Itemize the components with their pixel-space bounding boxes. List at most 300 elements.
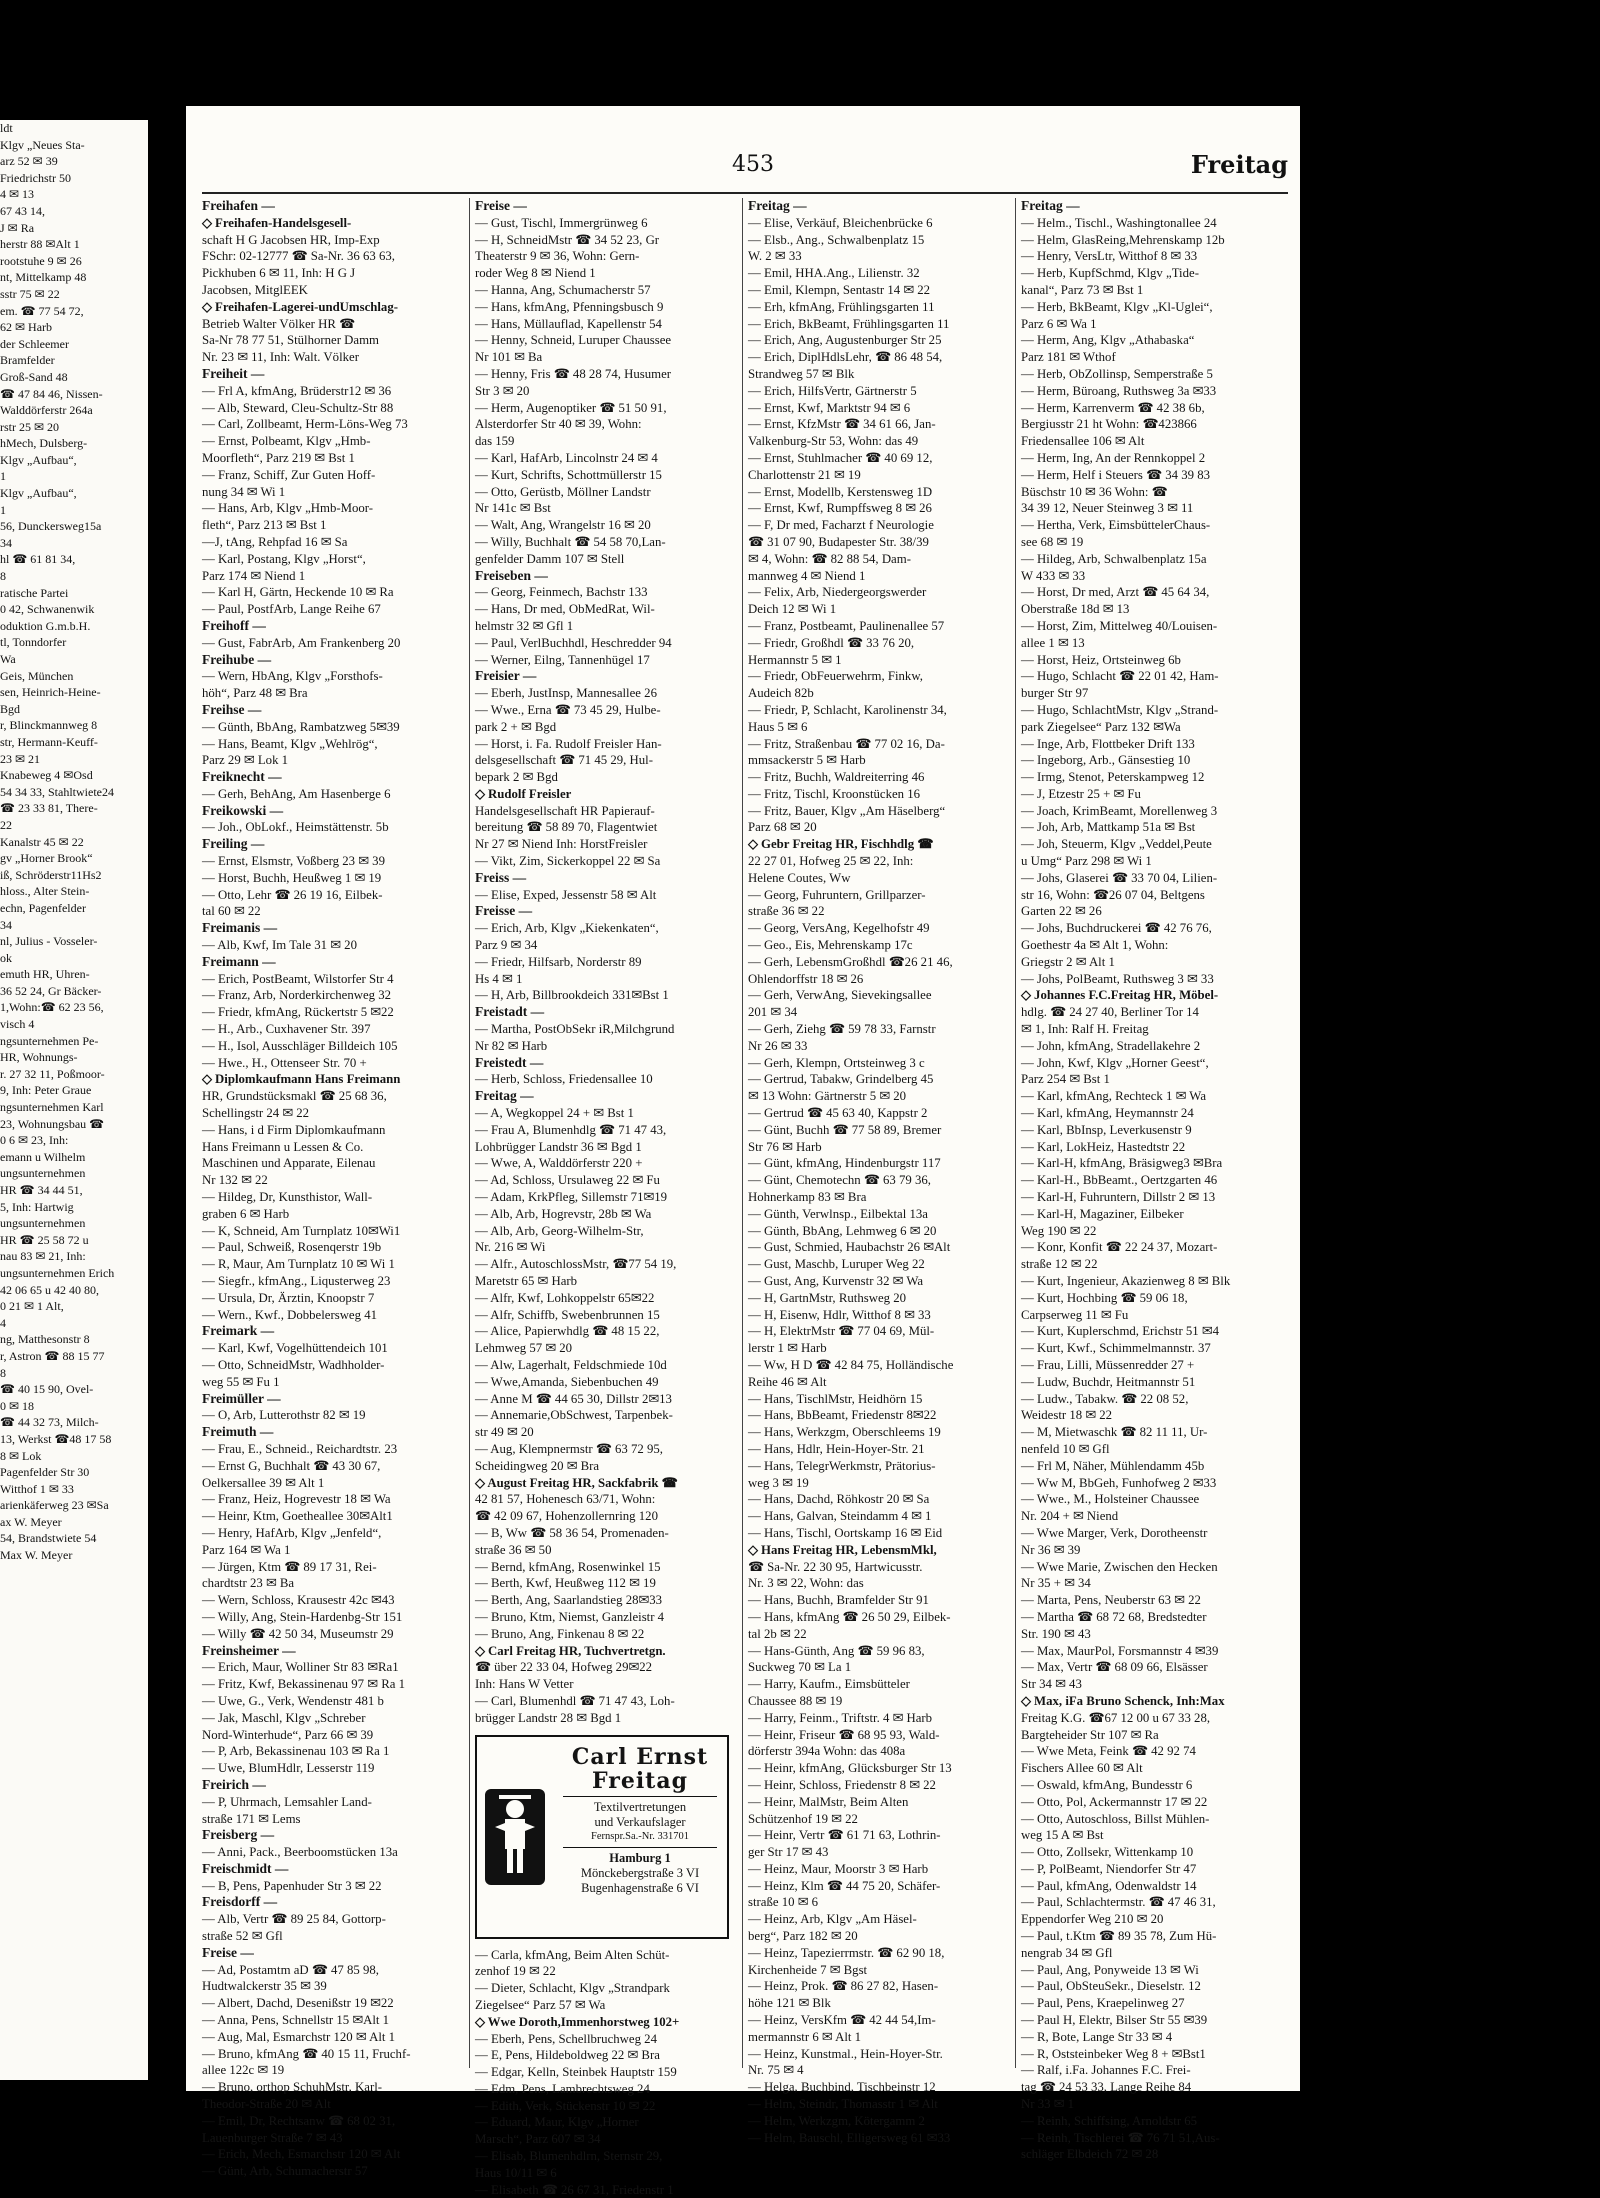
directory-entry-line: Friedensallee 106 ✉ Alt: [1021, 434, 1145, 449]
directory-entry-line: — Ww, H D ☎ 42 84 75, Holländische: [748, 1357, 954, 1372]
directory-entry-line: Freinsheimer —: [202, 1642, 296, 1658]
directory-entry-line: Freihafen —: [202, 198, 275, 213]
directory-entry-line: — Paul, VerlBuchhdl, Heschredder 94: [475, 635, 672, 650]
directory-entry-line: — Dieter, Schlacht, Klgv „Strandpark: [475, 1981, 670, 1996]
directory-entry-line: — Ww M, BbGeh, Funhofweg 2 ✉33: [1021, 1475, 1217, 1490]
directory-entry-line: — Hanna, Ang, Schumacherstr 57: [475, 282, 651, 297]
directory-entry-line: weg 3 ✉ 19: [748, 1475, 809, 1490]
directory-entry-line: — Hans, kfmAng, Pfenningsbusch 9: [475, 299, 664, 314]
ad-divider: [563, 1796, 717, 1797]
directory-entry-line: — Emil, Dr, Rechtsanw ☎ 68 02 31,: [202, 2113, 396, 2128]
directory-entry-line: roder Weg 8 ✉ Niend 1: [475, 266, 596, 281]
directory-entry-line: burger Str 97: [1021, 686, 1089, 701]
directory-entry-line: mermannstr 6 ✉ Alt 1: [748, 2029, 862, 2044]
directory-entry-line: Str. 190 ✉ 43: [1021, 1626, 1091, 1641]
directory-entry-line: — Anna, Pens, Schnellstr 15 ✉Alt 1: [202, 2013, 390, 2028]
directory-entry-line: — Alb, Arb, Hogrevstr, 28b ✉ Wa: [475, 1206, 652, 1221]
directory-entry-line: — Ludw., Tabakw. ☎ 22 08 52,: [1021, 1391, 1189, 1406]
directory-entry-line: — Heinr, Schloss, Friedenstr 8 ✉ 22: [748, 1777, 936, 1792]
directory-entry-line: — Herm, Augenoptiker ☎ 51 50 91,: [475, 400, 667, 415]
directory-entry-line: — Fritz, Kwf, Bekassinenau 97 ✉ Ra 1: [202, 1677, 406, 1692]
directory-entry-line: 201 ✉ 34: [748, 1005, 798, 1020]
left-page-line: 54, Brandstwiete 54: [0, 1531, 97, 1546]
directory-entry-line: ☎ 42 09 67, Hohenzollernring 120: [475, 1509, 658, 1524]
directory-entry-line: Nr. 3 ✉ 22, Wohn: das: [748, 1576, 864, 1591]
directory-entry-line: — Hans, Werkzgm, Oberschleems 19: [748, 1425, 941, 1440]
ad-logo: [477, 1737, 553, 1937]
directory-entry-line: Carpserweg 11 ✉ Fu: [1021, 1307, 1129, 1322]
directory-entry-line: — Otto, Gerüstb, Möllner Landstr: [475, 484, 651, 499]
directory-entry-line: — R, Oststeinbeker Weg 8 + ✉Bst1: [1021, 2046, 1206, 2061]
directory-entry-line: brügger Landstr 28 ✉ Bgd 1: [475, 1710, 622, 1725]
directory-entry-line: — Harry, Feinm., Triftstr. 4 ✉ Harb: [748, 1710, 933, 1725]
directory-entry-line: — Alb, Kwf, Im Tale 31 ✉ 20: [202, 938, 357, 953]
directory-entry-line: — Erich, DiplHdlsLehr, ☎ 86 48 54,: [748, 350, 943, 365]
directory-entry-line: — Frl A, kfmAng, Brüderstr12 ✉ 36: [202, 383, 392, 398]
directory-entry-line: — Horst, Dr med, Arzt ☎ 45 64 34,: [1021, 585, 1210, 600]
directory-entry-line: — Herm, Helf i Steuers ☎ 34 39 83: [1021, 467, 1211, 482]
left-page-line: Friedrichstr 50: [0, 170, 71, 185]
directory-entry-line: — Otto, Lehr ☎ 26 19 16, Eilbek-: [202, 887, 383, 902]
directory-entry-line: — A, Wegkoppel 24 + ✉ Bst 1: [475, 1106, 634, 1121]
directory-entry-line: — Franz, Arb, Norderkirchenweg 32: [202, 988, 392, 1003]
directory-entry-line: — P, PolBeamt, Niendorfer Str 47: [1021, 1861, 1197, 1876]
left-page-line: J ✉ Ra: [0, 220, 35, 235]
left-page-line: 4 ✉ 13: [0, 187, 35, 202]
directory-entry-line: — R, Maur, Am Turnplatz 10 ✉ Wi 1: [202, 1257, 395, 1272]
directory-entry-line: Freisier —: [475, 668, 537, 684]
directory-entry-line: Bergiusstr 21 ht Wohn: ☎423866: [1021, 417, 1197, 432]
directory-entry-line: mmsackerstr 5 ✉ Harb: [748, 753, 866, 768]
directory-entry-line: — Georg, VersAng, Kegelhofstr 49: [748, 921, 930, 936]
directory-entry-line: bereitung ☎ 58 89 70, Flagentwiet: [475, 820, 658, 835]
directory-entry-line: tag ☎ 24 53 33, Lange Reihe 84: [1021, 2080, 1192, 2095]
directory-entry-line: — Karl-H., BbBeamt., Oertzgarten 46: [1021, 1173, 1218, 1188]
directory-entry-line: — Otto, Autoschloss, Billst Mühlen-: [1021, 1811, 1210, 1826]
left-page-line: Witthof 1 ✉ 33: [0, 1481, 74, 1496]
directory-entry-line: — Helm, Werkzgm, Kötergamm 2: [748, 2113, 925, 2128]
directory-entry-line: — Heinz, Kunstmal., Hein-Hoyer-Str.: [748, 2046, 943, 2061]
directory-entry-line: weg 15 A ✉ Bst: [1021, 1828, 1104, 1843]
directory-entry-line: — Irmg, Stenot, Peterskampweg 12: [1021, 770, 1205, 785]
directory-entry-line: — Wwe., Erna ☎ 73 45 29, Hulbe-: [475, 702, 661, 717]
directory-entry-line: Deich 12 ✉ Wi 1: [748, 602, 837, 617]
directory-entry-line: Freihoff —: [202, 617, 266, 633]
directory-entry-line: — John, Kwf, Klgv „Horner Geest“,: [1021, 1055, 1209, 1070]
directory-entry-line: Freisberg —: [202, 1827, 275, 1843]
directory-entry-line: — Georg, Feinmech, Bachstr 133: [475, 585, 648, 600]
directory-entry-line: Str 76 ✉ Harb: [748, 1139, 822, 1154]
running-head: Freitag: [1190, 150, 1288, 179]
left-page-line: emann u Wilhelm: [0, 1149, 86, 1164]
directory-entry-line: ◇ Freihafen-Lagerei-undUmschlag-: [202, 299, 398, 314]
directory-entry-line: Freimanis —: [202, 920, 278, 936]
directory-entry-line: — H, Arb, Billbrookdeich 331✉Bst 1: [475, 988, 669, 1003]
directory-entry-line: — Heinr, Vertr ☎ 61 71 63, Lothrin-: [748, 1828, 941, 1843]
directory-entry-line: — Friedr, ObFeuerwehrm, Finkw,: [748, 669, 923, 684]
directory-entry-line: Nr. 23 ✉ 11, Inh: Walt. Völker: [202, 350, 359, 365]
directory-entry-line: — Henny, Schneid, Luruper Chaussee: [475, 333, 672, 348]
directory-entry-line: Oberstraße 18d ✉ 13: [1021, 602, 1130, 617]
directory-entry-line: straße 36 ✉ 22: [748, 904, 825, 919]
directory-entry-line: — Herb, BkBeamt, Klgv „Kl-Uglei“,: [1021, 299, 1213, 314]
directory-entry-line: — Willy ☎ 42 50 34, Museumstr 29: [202, 1626, 394, 1641]
directory-entry-line: — Joh, Steuerm, Klgv „Veddel,Peute: [1021, 837, 1212, 852]
directory-entry-line: — Karl, HafArb, Lincolnstr 24 ✉ 4: [475, 450, 658, 465]
directory-entry-line: — Erich, Maur, Wolliner Str 83 ✉Ra1: [202, 1660, 399, 1675]
directory-entry-line: Betrieb Walter Völker HR ☎: [202, 316, 356, 331]
directory-entry-line: — Henry, VersLtr, Witthof 8 ✉ 33: [1021, 249, 1198, 264]
left-page-line: 23, Wohnungsbau ☎: [0, 1116, 105, 1131]
directory-entry-line: ✉ 4, Wohn: ☎ 82 88 54, Dam-: [748, 551, 911, 566]
left-page-line: Max W. Meyer: [0, 1548, 73, 1563]
directory-entry-line: — Franz, Heiz, Hogrevestr 18 ✉ Wa: [202, 1492, 391, 1507]
directory-entry-line: ◇ Gebr Freitag HR, Fischhdlg ☎: [748, 837, 934, 852]
directory-entry-line: — Wwe, A, Walddörferstr 220 +: [475, 1156, 643, 1171]
directory-entry-line: — Johs, Glaserei ☎ 33 70 04, Lilien-: [1021, 870, 1218, 885]
directory-entry-line: Freisse —: [475, 903, 533, 919]
directory-entry-line: Parz 29 ✉ Lok 1: [202, 753, 289, 768]
left-page-line: str, Hermann-Keuff-: [0, 734, 98, 749]
mercury-figure-icon: [483, 1787, 547, 1887]
directory-entry-line: — Reinh, Schiffsing, Arnoldstr 65: [1021, 2113, 1198, 2128]
directory-entry-line: — Max, MaurPol, Forsmannstr 4 ✉39: [1021, 1643, 1219, 1658]
directory-entry-line: — Gust, FabrArb, Am Frankenberg 20: [202, 635, 401, 650]
directory-entry-line: Freise —: [202, 1944, 254, 1960]
directory-entry-line: — Wwe Meta, Feink ☎ 42 92 74: [1021, 1744, 1196, 1759]
directory-entry-line: Jacobsen, MitglEEK: [202, 282, 308, 297]
left-page-line: ldt: [0, 121, 13, 135]
directory-entry-line: genfelder Damm 107 ✉ Stell: [475, 551, 625, 566]
directory-entry-line: — Vikt, Zim, Sickerkoppel 22 ✉ Sa: [475, 854, 661, 869]
directory-entry-line: — Günth, Verwlnsp., Eilbektal 13a: [748, 1206, 928, 1221]
directory-entry-line: — H, ElektrMstr ☎ 77 04 69, Mül-: [748, 1324, 935, 1339]
directory-entry-line: — Paul, Schlachtermstr. ☎ 47 46 31,: [1021, 1895, 1216, 1910]
directory-entry-line: Weg 190 ✉ 22: [1021, 1223, 1097, 1238]
directory-entry-line: ◇ Rudolf Freisler: [475, 786, 572, 801]
directory-entry-line: — Gust, Ang, Kurvenstr 32 ✉ Wa: [748, 1274, 924, 1288]
directory-entry-line: Freihse —: [202, 701, 262, 717]
directory-entry-line: Hermannstr 5 ✉ 1: [748, 652, 842, 667]
directory-entry-line: fleth“, Parz 213 ✉ Bst 1: [202, 518, 327, 533]
directory-entry-line: — Horst, i. Fa. Rudolf Freisler Han-: [475, 736, 662, 751]
directory-entry-line: das 159: [475, 434, 515, 449]
directory-entry-line: — Emil, HHA.Ang., Lilienstr. 32: [748, 266, 920, 281]
directory-entry-line: — Herm, Büroang, Ruthsweg 3a ✉33: [1021, 383, 1217, 398]
left-page-line: HR, Wohnungs-: [0, 1050, 78, 1065]
directory-entry-line: Str 34 ✉ 43: [1021, 1677, 1082, 1692]
directory-entry-line: straße 36 ✉ 50: [475, 1542, 552, 1557]
directory-entry-line: see 68 ✉ 19: [1021, 534, 1084, 549]
directory-entry-line: — Walt, Ang, Wrangelstr 16 ✉ 20: [475, 518, 651, 533]
directory-entry-line: ✉ 13 Wohn: Gärtnerstr 5 ✉ 20: [748, 1089, 907, 1104]
left-page-line: 8: [0, 1365, 6, 1380]
directory-entry-line: ☎ über 22 33 04, Hofweg 29✉22: [475, 1660, 653, 1675]
directory-entry-line: — Elisabeth ☎ 26 67 31, Friedenstr 1: [475, 2182, 674, 2197]
directory-entry-line: — Hildeg, Dr, Kunsthistor, Wall-: [202, 1190, 373, 1205]
directory-entry-line: — Herm, Karrenverm ☎ 42 38 6b,: [1021, 400, 1205, 415]
directory-entry-line: Freise —: [475, 198, 527, 213]
ad-phone: Fernspr.Sa.-Nr. 331701: [591, 1830, 689, 1842]
directory-entry-line: Freiseben —: [475, 567, 548, 583]
directory-entry-line: — Frau, E., Schneid., Reichardtstr. 23: [202, 1441, 398, 1456]
directory-entry-line: — Hans, Galvan, Steindamm 4 ✉ 1: [748, 1509, 932, 1524]
directory-entry-line: Kirchenheide 7 ✉ Bgst: [748, 1962, 868, 1977]
directory-entry-line: — Erich, BkBeamt, Frühlingsgarten 11: [748, 316, 950, 331]
directory-entry-line: Suckweg 70 ✉ La 1: [748, 1660, 852, 1675]
left-page-line: echn, Pagenfelder: [0, 900, 86, 915]
directory-entry-line: Haus 10/11 ✉ 6: [475, 2165, 557, 2180]
directory-entry-line: — Frau, Lilli, Müssenredder 27 +: [1021, 1357, 1195, 1372]
left-page-line: Klgv „Aufbau“,: [0, 486, 77, 501]
directory-entry-line: chardtstr 23 ✉ Ba: [202, 1576, 295, 1591]
left-page-line: Bgd: [0, 701, 21, 716]
left-page: [0, 120, 148, 2080]
directory-entry-line: park Ziegelsee“ Parz 132 ✉Wa: [1021, 719, 1181, 734]
directory-entry-line: — Anne M ☎ 44 65 30, Dillstr 2✉13: [475, 1391, 672, 1406]
directory-entry-line: — Felix, Arb, Niedergeorgswerder: [748, 585, 927, 600]
directory-entry-line: Charlottenstr 21 ✉ 19: [748, 467, 861, 482]
directory-entry-line: Moorfleth“, Parz 219 ✉ Bst 1: [202, 450, 355, 465]
directory-entry-line: — Bruno, Ang, Finkenau 8 ✉ 22: [475, 1626, 645, 1641]
directory-entry-line: allee 1 ✉ 13: [1021, 635, 1085, 650]
page-header: [186, 152, 1300, 188]
left-page-line: ungsunternehmen: [0, 1166, 86, 1181]
directory-entry-line: ◇ Max, iFa Bruno Schenck, Inh:Max: [1021, 1693, 1225, 1708]
left-page-line: hMech, Dulsberg-: [0, 436, 88, 451]
directory-entry-line: Parz 6 ✉ Wa 1: [1021, 316, 1097, 331]
directory-entry-line: u Umg“ Parz 298 ✉ Wi 1: [1021, 854, 1152, 869]
left-page-line: herstr 88 ✉Alt 1: [0, 237, 80, 252]
directory-entry-line: — Paul, Schweiß, Rosenqerstr 19b: [202, 1240, 382, 1255]
left-page-line: 23 ✉ 21: [0, 751, 41, 766]
directory-entry-line: Audeich 82b: [748, 686, 814, 701]
directory-entry-line: ◇ Johannes F.C.Freitag HR, Möbel-: [1021, 988, 1219, 1003]
directory-entry-line: — Joh., ObLokf., Heimstättenstr. 5b: [202, 820, 389, 835]
left-page-line: ratische Partei: [0, 585, 69, 600]
left-page-line: hloss., Alter Stein-: [0, 884, 90, 899]
directory-entry-line: dörferstr 394a Wohn: das 408a: [748, 1744, 906, 1759]
directory-entry-line: — Gerh, BehAng, Am Hasenberge 6: [202, 786, 391, 801]
directory-entry-line: — Bruno, orthop SchuhMstr, Karl-: [202, 2080, 383, 2095]
directory-entry-line: — Aug, Klempnermstr ☎ 63 72 95,: [475, 1441, 663, 1456]
left-page-line: rstr 25 ✉ 20: [0, 419, 60, 434]
directory-entry-line: — Karl-H, Magaziner, Eilbeker: [1021, 1206, 1184, 1221]
directory-entry-line: Fischers Allee 60 ✉ Alt: [1021, 1761, 1143, 1776]
directory-entry-line: Freihube —: [202, 651, 272, 667]
directory-entry-line: — Eberh, JustInsp, Mannesallee 26: [475, 686, 657, 701]
directory-entry-line: Freischmidt —: [202, 1860, 289, 1876]
directory-entry-line: Reihe 46 ✉ Alt: [748, 1374, 827, 1389]
directory-entry-line: Nr 82 ✉ Harb: [475, 1038, 548, 1053]
left-page-line: gv „Horner Brook“: [0, 851, 93, 866]
directory-entry-line: — Alfr, Kwf, Lohkoppelstr 65✉22: [475, 1290, 655, 1305]
directory-entry-line: — J, Etzestr 25 + ✉ Fu: [1021, 786, 1141, 801]
left-page-line: arz 52 ✉ 39: [0, 154, 58, 169]
directory-entry-line: graben 6 ✉ Harb: [202, 1206, 290, 1221]
directory-entry-line: — Gust, Maschb, Luruper Weg 22: [748, 1257, 925, 1272]
directory-entry-line: — Gust, Tischl, Immergrünweg 6: [475, 215, 648, 230]
left-page-line: Pagenfelder Str 30: [0, 1465, 90, 1480]
ad-line: und Verkaufslager: [594, 1814, 686, 1829]
directory-entry-line: — Adam, KrkPfleg, Sillemstr 71✉19: [475, 1190, 668, 1205]
directory-entry-line: — Wwe,Amanda, Siebenbuchen 49: [475, 1374, 659, 1389]
directory-entry-line: — Hans, Tischl, Oortskamp 16 ✉ Eid: [748, 1525, 943, 1540]
directory-entry-line: Garten 22 ✉ 26: [1021, 904, 1102, 919]
directory-entry-line: Nr 132 ✉ 22: [202, 1173, 268, 1188]
directory-entry-line: Freitag —: [475, 1088, 534, 1104]
directory-entry-line: — Hans, Müllauflad, Kapellenstr 54: [475, 316, 662, 331]
directory-entry-line: — Heinr, Ktm, Goetheallee 30✉Alt1: [202, 1509, 393, 1524]
directory-entry-line: Bargteheider Str 107 ✉ Ra: [1021, 1727, 1159, 1742]
directory-entry-line: Parz 181 ✉ Wthof: [1021, 350, 1116, 365]
directory-entry-line: nung 34 ✉ Wi 1: [202, 484, 286, 499]
directory-entry-line: — Helga, Buchbind, Tischbeinstr 12: [748, 2080, 936, 2095]
directory-entry-line: — Ingeborg, Arb., Gänsestieg 10: [1021, 753, 1191, 768]
directory-entry-line: — Karl, kfmAng, Rechteck 1 ✉ Wa: [1021, 1089, 1207, 1104]
directory-page: [186, 106, 1300, 2197]
directory-entry-line: — Otto, SchneidMstr, Wadhholder-: [202, 1357, 385, 1372]
directory-entry-line: — Günt, Chemotechn ☎ 63 79 36,: [748, 1173, 931, 1188]
directory-entry-line: — Hans, Arb, Klgv „Hmb-Moor-: [202, 501, 374, 516]
directory-entry-line: hdlg. ☎ 24 27 40, Berliner Tor 14: [1021, 1005, 1199, 1020]
directory-entry-line: — Eberh, Pens, Schellbruchweg 24: [475, 2031, 657, 2046]
directory-entry-line: Freitag —: [748, 198, 807, 213]
directory-entry-line: — Karl, Kwf, Vogelhüttendeich 101: [202, 1341, 388, 1356]
directory-entry-line: — E, Pens, Hildeboldweg 22 ✉ Bra: [475, 2048, 660, 2063]
directory-entry-line: Freimark —: [202, 1323, 275, 1339]
directory-entry-line: — Carl, Blumenhdl ☎ 71 47 43, Loh-: [475, 1693, 675, 1708]
directory-entry-line: — Paul, Pens, Kraepelinweg 27: [1021, 1996, 1185, 2011]
directory-entry-line: — Ernst, Elsmstr, Voßberg 23 ✉ 39: [202, 854, 385, 869]
directory-entry-line: — Eduard, Maur, Klgv „Horner: [475, 2115, 639, 2130]
directory-entry-line: — Carl, Zollbeamt, Herm-Löns-Weg 73: [202, 417, 408, 432]
directory-entry-line: — Paul, Ang, Ponyweide 13 ✉ Wi: [1021, 1962, 1199, 1977]
directory-entry-line: Weidestr 18 ✉ 22: [1021, 1408, 1113, 1423]
directory-entry-line: Theodor-Straße 20 ✉ Alt: [202, 2097, 331, 2112]
directory-entry-line: Schützenhof 19 ✉ 22: [748, 1811, 858, 1826]
directory-entry-line: schläger Elbdeich 72 ✉ 28: [1021, 2147, 1159, 2162]
directory-entry-line: ◇ Freihafen-Handelsgesell-: [202, 215, 352, 230]
directory-entry-line: — Heinz, Maur, Moorstr 3 ✉ Harb: [748, 1861, 929, 1876]
directory-entry-line: Ziegelsee“ Parz 57 ✉ Wa: [475, 1997, 606, 2012]
directory-entry-line: Freisdorff —: [202, 1894, 278, 1910]
directory-entry-line: — Geo., Eis, Mehrenskamp 17c: [748, 938, 913, 953]
directory-entry-line: — H, GartnMstr, Ruthsweg 20: [748, 1290, 907, 1305]
left-page-line: rootstuhe 9 ✉ 26: [0, 253, 82, 268]
left-page-line: sstr 75 ✉ 22: [0, 286, 60, 301]
directory-entry-line: Pickhuben 6 ✉ 11, Inh: H G J: [202, 266, 356, 281]
directory-entry-line: Valkenburg-Str 53, Wohn: das 49: [748, 434, 919, 449]
left-page-line: Bramfelder: [0, 353, 55, 368]
directory-entry-line: — M, Mietwaschk ☎ 82 11 11, Ur-: [1021, 1425, 1208, 1440]
directory-entry-line: — Henry, HafArb, Klgv „Jenfeld“,: [202, 1525, 382, 1540]
left-page-line: Groß-Sand 48: [0, 369, 68, 384]
directory-entry-line: — John, kfmAng, Stradellakehre 2: [1021, 1038, 1201, 1053]
column-1: [202, 198, 462, 2179]
left-page-line: r, Blinckmannweg 8: [0, 718, 98, 733]
directory-entry-line: Nr. 204 + ✉ Niend: [1021, 1509, 1119, 1524]
directory-entry-line: — Ernst, KfzMstr ☎ 34 61 66, Jan-: [748, 417, 936, 432]
left-page-line: Wa: [0, 652, 16, 666]
directory-entry-line: — Ursula, Dr, Ärztin, Knoopstr 7: [202, 1290, 375, 1305]
directory-entry-line: — Wern, HbAng, Klgv „Forsthofs-: [202, 669, 383, 684]
left-page-line: 1: [0, 502, 6, 517]
directory-entry-line: Nr. 216 ✉ Wi: [475, 1240, 546, 1255]
directory-entry-line: — B, Ww ☎ 58 36 54, Promenaden-: [475, 1525, 669, 1540]
directory-entry-line: — Hans, Hdlr, Hein-Hoyer-Str. 21: [748, 1441, 925, 1456]
left-page-line: 13, Werkst ☎48 17 58: [0, 1431, 112, 1446]
directory-entry-line: — Wern, Schloss, Krausestr 42c ✉43: [202, 1593, 395, 1608]
page-number: 453: [732, 152, 774, 177]
directory-entry-line: — Gerh, VerwAng, Sievekingsallee: [748, 988, 932, 1003]
directory-entry-line: — Hans, TischlMstr, Heidhörn 15: [748, 1391, 923, 1406]
directory-entry-line: Nr 101 ✉ Ba: [475, 350, 543, 365]
directory-entry-line: Chaussee 88 ✉ 19: [748, 1693, 843, 1708]
directory-entry-line: — Paul, kfmAng, Odenwaldstr 14: [1021, 1878, 1197, 1893]
left-page-text: [0, 120, 148, 1564]
directory-entry-line: 34 39 12, Neuer Steinweg 3 ✉ 11: [1021, 501, 1194, 516]
directory-entry-line: Handelsgesellschaft HR Papierauf-: [475, 803, 655, 818]
directory-entry-line: str 49 ✉ 20: [475, 1425, 534, 1440]
directory-entry-line: — Kurt, Kuplerschmd, Erichstr 51 ✉4: [1021, 1324, 1220, 1339]
directory-entry-line: — Fritz, Tischl, Kroonstücken 16: [748, 786, 921, 801]
directory-entry-line: Nr 36 ✉ 39: [1021, 1542, 1081, 1557]
directory-entry-line: — Bernd, kfmAng, Rosenwinkel 15: [475, 1559, 661, 1574]
directory-entry-line: Nr. 75 ✉ 4: [748, 2063, 804, 2078]
left-page-line: iß, Schröderstr11Hs2: [0, 867, 102, 882]
directory-entry-line: — Franz, Schiff, Zur Guten Hoff-: [202, 467, 376, 482]
directory-entry-line: Maschinen und Apparate, Eilenau: [202, 1156, 376, 1171]
directory-entry-line: zenhof 19 ✉ 22: [475, 1964, 556, 1979]
directory-entry-line: — Hugo, SchlachtMstr, Klgv „Strand-: [1021, 702, 1219, 717]
left-page-line: arienkäferweg 23 ✉Sa: [0, 1498, 109, 1513]
directory-entry-line: — Helm, GlasReing,Mehrenskamp 12b: [1021, 232, 1225, 247]
left-page-line: ungsunternehmen: [0, 1216, 86, 1231]
directory-entry-line: — Alb, Vertr ☎ 89 25 84, Gottorp-: [202, 1912, 386, 1927]
directory-entry-line: HR, Grundstücksmakl ☎ 25 68 36,: [202, 1089, 387, 1104]
directory-entry-line: Ohlendorffstr 18 ✉ 26: [748, 971, 864, 986]
directory-entry-line: — Hugo, Schlacht ☎ 22 01 42, Ham-: [1021, 669, 1219, 684]
directory-entry-line: — Hans, i d Firm Diplomkaufmann: [202, 1122, 386, 1137]
directory-entry-line: — Willy, Ang, Stein-Hardenbg-Str 151: [202, 1609, 403, 1624]
directory-entry-line: Griegstr 2 ✉ Alt 1: [1021, 954, 1115, 969]
directory-entry-line: — Franz, Postbeamt, Paulinenallee 57: [748, 618, 945, 633]
left-page-line: tl, Tonndorfer: [0, 635, 67, 650]
left-page-line: ngsunternehmen Karl: [0, 1100, 104, 1115]
directory-entry-line: — Elisab, Blumenhdlrn, Sternstr 29,: [475, 2149, 663, 2164]
directory-entry-line: — Friedr, kfmAng, Rückertstr 5 ✉22: [202, 1005, 394, 1020]
directory-entry-line: — Erich, HilfsVertr, Gärtnerstr 5: [748, 383, 917, 398]
directory-entry-line: straße 52 ✉ Gfl: [202, 1929, 283, 1944]
book-gutter: [148, 110, 188, 2100]
directory-entry-line: Eppendorfer Weg 210 ✉ 20: [1021, 1912, 1164, 1927]
directory-entry-line: — Johs, Buchdruckerei ☎ 42 76 76,: [1021, 921, 1212, 936]
left-page-line: 9, Inh: Peter Graue: [0, 1083, 92, 1098]
directory-entry-line: — Herb, KupfSchmd, Klgv „Tide-: [1021, 266, 1199, 281]
directory-entry-line: — Erich, Arb, Klgv „Kiekenkaten“,: [475, 921, 659, 936]
directory-entry-line: — K, Schneid, Am Turnplatz 10✉Wi1: [202, 1223, 401, 1238]
directory-entry-line: — Alb, Steward, Cleu-Schultz-Str 88: [202, 400, 394, 415]
left-page-line: r. 27 32 11, Poßmoor-: [0, 1066, 105, 1081]
ad-line: Textilvertretungen: [593, 1799, 687, 1814]
directory-entry-line: — P, Uhrmach, Lemsahler Land-: [202, 1794, 372, 1809]
left-page-line: oduktion G.m.b.H.: [0, 618, 91, 633]
directory-entry-line: Parz 254 ✉ Bst 1: [1021, 1072, 1110, 1087]
directory-entry-line: — Karl-H, kfmAng, Bräsigweg3 ✉Bra: [1021, 1156, 1223, 1171]
directory-entry-line: — Martha, PostObSekr iR,Milchgrund: [475, 1022, 675, 1037]
directory-entry-line: Hudtwalckerstr 35 ✉ 39: [202, 1979, 327, 1994]
